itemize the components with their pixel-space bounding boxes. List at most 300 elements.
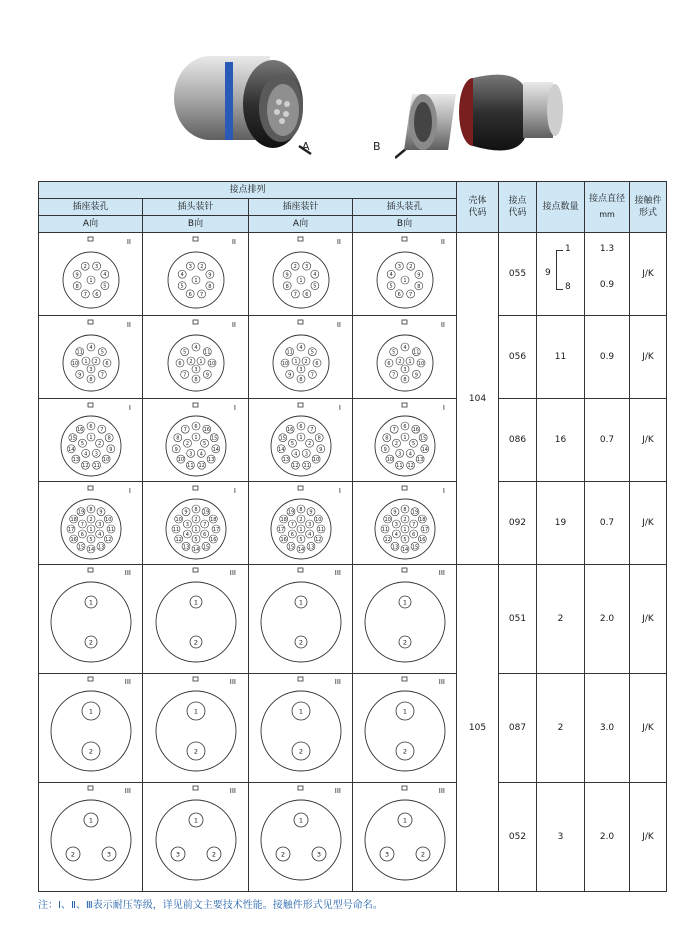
- polarity-key-mark: [298, 320, 303, 324]
- face-diagram-092-a2: [251, 483, 351, 563]
- layout-087-a2: [249, 674, 353, 783]
- diameter-087: 3.0: [585, 674, 630, 783]
- header-contact-count: 接点数量: [537, 182, 585, 233]
- layout-055-a1: [39, 233, 143, 316]
- contact-number: 7: [83, 291, 87, 298]
- contact-number: 14: [87, 547, 94, 553]
- layout-052-b2: [353, 783, 457, 892]
- contact-code-086: 086: [499, 399, 537, 482]
- direction-label-a: A: [302, 140, 310, 153]
- contact-number: 9: [207, 272, 211, 279]
- contact-number: 3: [94, 451, 98, 458]
- contact-number: 12: [197, 463, 205, 470]
- contact-number: 10: [312, 457, 319, 464]
- contact-number: 11: [395, 463, 403, 470]
- contact-number: 5: [80, 441, 84, 448]
- contact-number: 4: [307, 532, 311, 538]
- contact-number: 1: [88, 816, 93, 825]
- contact-number: 7: [182, 372, 186, 379]
- contact-number: 17: [277, 527, 284, 533]
- contact-number: 1: [193, 707, 198, 716]
- polarity-key-mark: [88, 320, 93, 324]
- contact-number: 13: [72, 457, 79, 464]
- diameter-052: 2.0: [585, 783, 630, 892]
- contact-code-052: 052: [499, 783, 537, 892]
- contact-number: 9: [383, 446, 387, 453]
- contact-number: 14: [421, 446, 428, 453]
- contact-number: 2: [88, 517, 93, 523]
- contact-number: 5: [290, 441, 294, 448]
- contact-number: 7: [202, 522, 206, 528]
- contact-number: 15: [69, 435, 76, 442]
- header-diameter-label: 接点直径: [589, 194, 626, 204]
- contact-number: 13: [282, 457, 289, 464]
- contact-number: 1: [83, 359, 88, 365]
- header-diameter-unit: mm: [599, 210, 615, 219]
- contact-number: 2: [70, 850, 75, 859]
- contact-type-056: J/K: [630, 316, 667, 399]
- contact-number: 2: [402, 747, 407, 756]
- layout-051-b2: [353, 565, 457, 674]
- contact-number: 9: [318, 446, 322, 453]
- contact-number: 11: [302, 463, 310, 470]
- contact-number: 1: [88, 278, 93, 284]
- contact-number: 2: [397, 359, 402, 365]
- contact-number: 19: [202, 509, 209, 516]
- contact-number: 6: [202, 532, 206, 538]
- contact-number: 8: [402, 507, 407, 513]
- contact-number: 8: [402, 377, 407, 383]
- contact-number: 9: [108, 446, 112, 453]
- contact-number: 10: [417, 361, 424, 367]
- contact-number: 15: [279, 435, 286, 442]
- layout-052-a1: [39, 783, 143, 892]
- contact-number: 2: [193, 638, 198, 647]
- contact-number: 2: [88, 638, 93, 647]
- contact-number: 8: [175, 435, 179, 442]
- contact-number: 7: [408, 291, 412, 298]
- polarity-key-mark: [298, 403, 303, 407]
- layout-056-b2: [353, 316, 457, 399]
- contact-count-092: 19: [537, 482, 585, 565]
- contact-number: 11: [107, 527, 114, 533]
- contact-number: 16: [279, 537, 287, 543]
- contact-number: 17: [421, 527, 428, 533]
- contact-number: 1: [88, 598, 93, 607]
- contact-number: 2: [298, 747, 303, 756]
- contact-number: 2: [303, 359, 308, 365]
- contact-number: 10: [71, 361, 78, 367]
- contact-number: 4: [97, 532, 101, 538]
- contact-code-056: 056: [499, 316, 537, 399]
- contact-count-056: 11: [537, 316, 585, 399]
- contact-number: 3: [394, 522, 398, 528]
- voltage-grade-label: III: [334, 569, 341, 577]
- count-range-end: 8: [565, 282, 571, 292]
- contact-number: 19: [77, 509, 84, 516]
- contact-number: 5: [182, 349, 186, 356]
- contact-number: 18: [69, 517, 77, 523]
- contact-number: 13: [391, 544, 398, 551]
- contact-number: 1: [402, 598, 407, 607]
- direction-a-2: A向: [249, 216, 353, 233]
- contact-number: 8: [285, 283, 289, 290]
- contact-number: 13: [207, 457, 214, 464]
- contact-number: 11: [317, 527, 324, 533]
- contact-number: 16: [412, 427, 419, 434]
- contact-number: 1: [88, 435, 93, 441]
- voltage-grade-label: II: [440, 321, 445, 329]
- layout-056-a1: [39, 316, 143, 399]
- contact-number: 6: [104, 361, 109, 367]
- contact-number: 2: [193, 517, 198, 523]
- contact-number: 9: [183, 509, 188, 516]
- face-diagram-051-a2: [251, 566, 351, 672]
- contact-number: 15: [77, 544, 84, 551]
- polarity-key-mark: [88, 786, 93, 790]
- contact-number: 18: [418, 517, 426, 523]
- face-diagram-087-b1: [146, 675, 246, 781]
- contact-number: 11: [92, 463, 100, 470]
- contact-number: 2: [188, 359, 193, 365]
- contact-number: 1: [298, 707, 303, 716]
- polarity-key-mark: [88, 403, 93, 407]
- contact-number: 15: [210, 435, 217, 442]
- contact-number: 2: [402, 638, 407, 647]
- contact-number: 4: [83, 451, 87, 458]
- contact-number: 9: [287, 372, 291, 379]
- connector-face-outline: [261, 582, 341, 662]
- contact-number: 3: [307, 522, 311, 528]
- contact-number: 2: [280, 850, 285, 859]
- contact-count-055: [537, 233, 585, 316]
- face-diagram-052-b2: [355, 784, 455, 890]
- count-total: 9: [545, 268, 551, 278]
- polarity-key-mark: [193, 403, 198, 407]
- contact-arrangement-table: [38, 181, 667, 892]
- contact-number: 4: [408, 451, 412, 458]
- contact-number: 11: [203, 349, 211, 356]
- layout-087-b2: [353, 674, 457, 783]
- connector-face-outline: [156, 582, 236, 662]
- voltage-grade-label: II: [231, 321, 236, 329]
- contact-number: 7: [392, 427, 396, 434]
- face-diagram-056-a2: [251, 317, 351, 397]
- contact-number: 9: [75, 272, 79, 279]
- contact-number: 3: [188, 264, 192, 271]
- polarity-key-mark: [193, 320, 198, 324]
- diameter-086: 0.7: [585, 399, 630, 482]
- contact-number: 6: [386, 361, 391, 367]
- layout-087-a1: [39, 674, 143, 783]
- contact-number: 3: [397, 451, 401, 458]
- contact-number: 9: [174, 446, 178, 453]
- shell-code-104: 104: [457, 233, 499, 565]
- voltage-grade-label: III: [438, 569, 445, 577]
- contact-number: 11: [172, 527, 179, 533]
- contact-number: 17: [67, 527, 74, 533]
- contact-number: 8: [193, 507, 198, 513]
- contact-number: 3: [94, 264, 98, 271]
- contact-number: 6: [88, 424, 93, 430]
- voltage-grade-label: III: [334, 787, 341, 795]
- contact-number: 15: [202, 544, 209, 551]
- contact-number: 9: [416, 272, 420, 279]
- contact-number: 6: [290, 532, 294, 538]
- layout-052-b1: [143, 783, 249, 892]
- contact-number: 1: [193, 598, 198, 607]
- contact-number: 4: [389, 272, 393, 279]
- contact-number: 7: [99, 427, 103, 434]
- header-contact-type: 接触件 形式: [630, 182, 667, 233]
- contact-number: 4: [193, 345, 198, 351]
- contact-number: 12: [406, 463, 414, 470]
- contact-number: 2: [199, 264, 203, 271]
- contact-number: 3: [304, 451, 308, 458]
- face-diagram-052-b1: [146, 784, 246, 890]
- contact-number: 2: [211, 850, 216, 859]
- contact-number: 14: [297, 547, 304, 553]
- layout-092-a2: [249, 482, 353, 565]
- contact-number: 6: [304, 291, 308, 298]
- polarity-key-mark: [193, 237, 198, 241]
- voltage-grade-label: III: [124, 569, 131, 577]
- contact-number: 10: [281, 361, 288, 367]
- contact-number: 19: [287, 509, 294, 516]
- contact-number: 8: [317, 435, 321, 442]
- contact-number: 15: [287, 544, 294, 551]
- contact-number: 3: [316, 850, 321, 859]
- contact-number: 7: [183, 427, 187, 434]
- polarity-key-mark: [88, 677, 93, 681]
- contact-number: 2: [193, 747, 198, 756]
- contact-number: 16: [286, 427, 293, 434]
- contact-number: 1: [298, 816, 303, 825]
- face-diagram-086-b1: [146, 400, 246, 480]
- contact-number: 8: [207, 283, 211, 290]
- direction-b-2: B向: [353, 216, 457, 233]
- voltage-grade-label: III: [229, 678, 236, 686]
- contact-type-092: J/K: [630, 482, 667, 565]
- voltage-grade-label: II: [336, 238, 341, 246]
- contact-number: 10: [102, 457, 109, 464]
- voltage-grade-label: II: [126, 321, 131, 329]
- contact-number: 5: [411, 441, 415, 448]
- face-diagram-056-a1: [41, 317, 141, 397]
- layout-092-a1: [39, 482, 143, 565]
- diameter-092: 0.7: [585, 482, 630, 565]
- contact-number: 1: [298, 598, 303, 607]
- contact-number: 4: [402, 345, 407, 351]
- contact-number: 5: [102, 283, 106, 290]
- voltage-grade-label: III: [124, 678, 131, 686]
- voltage-grade-label: III: [229, 787, 236, 795]
- connector-face-outline: [365, 582, 445, 662]
- contact-number: 4: [293, 451, 297, 458]
- contact-number: 4: [88, 345, 93, 351]
- polarity-key-mark: [298, 486, 303, 490]
- contact-number: 1: [298, 527, 303, 533]
- polarity-key-mark: [193, 786, 198, 790]
- contact-number: 10: [386, 457, 393, 464]
- contact-number: 3: [193, 367, 198, 373]
- contact-number: 5: [391, 349, 395, 356]
- contact-number: 12: [314, 537, 322, 543]
- contact-number: 6: [188, 291, 192, 298]
- contact-number: 2: [97, 441, 101, 448]
- contact-number: 1: [88, 707, 93, 716]
- contact-number: 7: [310, 372, 314, 379]
- face-diagram-087-a1: [41, 675, 141, 781]
- contact-number: 4: [185, 532, 189, 538]
- connector-face-outline: [156, 800, 236, 880]
- contact-count-052: 3: [537, 783, 585, 892]
- face-diagram-092-b1: [146, 483, 246, 563]
- contact-number: 10: [177, 457, 184, 464]
- contact-number: 7: [290, 522, 294, 528]
- header-contact-code: 接点 代码: [499, 182, 537, 233]
- polarity-key-mark: [402, 486, 407, 490]
- contact-number: 7: [391, 372, 395, 379]
- contact-type-055: J/K: [630, 233, 667, 316]
- contact-number: 6: [193, 424, 198, 430]
- count-range-start: 1: [565, 244, 571, 254]
- contact-number: 1: [193, 527, 198, 533]
- contact-number: 5: [202, 441, 206, 448]
- contact-number: 12: [291, 463, 299, 470]
- contact-code-051: 051: [499, 565, 537, 674]
- contact-number: 7: [411, 522, 415, 528]
- layout-086-b1: [143, 399, 249, 482]
- face-diagram-056-b1: [146, 317, 246, 397]
- contact-number: 4: [199, 451, 203, 458]
- contact-number: 5: [88, 537, 93, 543]
- polarity-key-mark: [402, 568, 407, 572]
- diameter-055-large: 1.3: [599, 244, 615, 254]
- contact-number: 15: [411, 544, 418, 551]
- contact-number: 10: [104, 517, 112, 523]
- face-diagram-052-a2: [251, 784, 351, 890]
- contact-number: 11: [186, 463, 194, 470]
- voltage-grade-label: III: [124, 787, 131, 795]
- contact-number: 6: [411, 532, 415, 538]
- contact-number: 18: [209, 517, 217, 523]
- contact-number: 16: [69, 537, 77, 543]
- contact-number: 1: [298, 435, 303, 441]
- contact-count-051: 2: [537, 565, 585, 674]
- layout-051-a1: [39, 565, 143, 674]
- contact-number: 11: [381, 527, 388, 533]
- contact-number: 10: [174, 517, 182, 523]
- contact-number: 1: [402, 707, 407, 716]
- layout-056-b1: [143, 316, 249, 399]
- direction-label-b: B: [373, 140, 381, 153]
- face-diagram-051-b1: [146, 566, 246, 672]
- contact-number: 10: [383, 517, 391, 523]
- polarity-key-mark: [402, 403, 407, 407]
- contact-number: 2: [408, 264, 412, 271]
- contact-number: 8: [193, 377, 198, 383]
- face-diagram-055-a2: [251, 234, 351, 314]
- footnote: 注：Ⅰ、Ⅱ、Ⅲ表示耐压等级，详见前文主要技术性能。接触件形式见型号命名。: [38, 900, 383, 911]
- layout-092-b1: [143, 482, 249, 565]
- face-diagram-086-a2: [251, 400, 351, 480]
- contact-type-087: J/K: [630, 674, 667, 783]
- face-diagram-087-b2: [355, 675, 455, 781]
- contact-number: 5: [312, 283, 316, 290]
- contact-number: 16: [209, 537, 217, 543]
- contact-number: 2: [88, 747, 93, 756]
- contact-number: 1: [402, 816, 407, 825]
- diameter-056: 0.9: [585, 316, 630, 399]
- face-diagram-092-a1: [41, 483, 141, 563]
- voltage-grade-label: II: [231, 238, 236, 246]
- polarity-key-mark: [193, 568, 198, 572]
- contact-number: 7: [100, 372, 104, 379]
- contact-number: 6: [314, 361, 319, 367]
- polarity-key-mark: [193, 486, 198, 490]
- contact-number: 7: [293, 291, 297, 298]
- face-diagram-055-b1: [146, 234, 246, 314]
- layout-051-b1: [143, 565, 249, 674]
- layout-086-b2: [353, 399, 457, 482]
- contact-number: 10: [208, 361, 215, 367]
- voltage-grade-label: I: [233, 487, 236, 495]
- voltage-grade-label: III: [229, 569, 236, 577]
- count-bracket: [556, 250, 563, 290]
- direction-b-1: B向: [143, 216, 249, 233]
- diameter-051: 2.0: [585, 565, 630, 674]
- contact-number: 3: [185, 522, 189, 528]
- contact-number: 6: [94, 291, 98, 298]
- contact-number: 1: [293, 359, 298, 365]
- contact-number: 7: [80, 522, 84, 528]
- contact-number: 1: [402, 435, 407, 441]
- contact-number: 4: [298, 345, 303, 351]
- contact-number: 17: [212, 527, 219, 533]
- contact-code-087: 087: [499, 674, 537, 783]
- shell-code-105: 105: [457, 565, 499, 892]
- polarity-key-mark: [298, 237, 303, 241]
- contact-number: 1: [198, 359, 203, 365]
- face-diagram-051-b2: [355, 566, 455, 672]
- contact-type-052: J/K: [630, 783, 667, 892]
- contact-number: 5: [402, 537, 407, 543]
- contact-number: 6: [402, 424, 407, 430]
- contact-number: 6: [298, 424, 303, 430]
- contact-number: 9: [414, 372, 418, 379]
- contact-number: 2: [185, 441, 189, 448]
- voltage-grade-label: III: [438, 787, 445, 795]
- contact-number: 8: [75, 283, 79, 290]
- contact-number: 14: [401, 547, 408, 553]
- voltage-grade-label: I: [338, 404, 341, 412]
- contact-number: 2: [298, 517, 303, 523]
- contact-number: 4: [180, 272, 184, 279]
- face-diagram-056-b2: [355, 317, 455, 397]
- layout-086-a1: [39, 399, 143, 482]
- polarity-key-mark: [298, 568, 303, 572]
- contact-number: 2: [307, 441, 311, 448]
- contact-number: 8: [88, 377, 93, 383]
- layout-086-a2: [249, 399, 353, 482]
- contact-code-092: 092: [499, 482, 537, 565]
- contact-type-051: J/K: [630, 565, 667, 674]
- contact-number: 14: [212, 446, 219, 453]
- contact-number: 16: [418, 537, 426, 543]
- layout-087-b1: [143, 674, 249, 783]
- polarity-key-mark: [298, 677, 303, 681]
